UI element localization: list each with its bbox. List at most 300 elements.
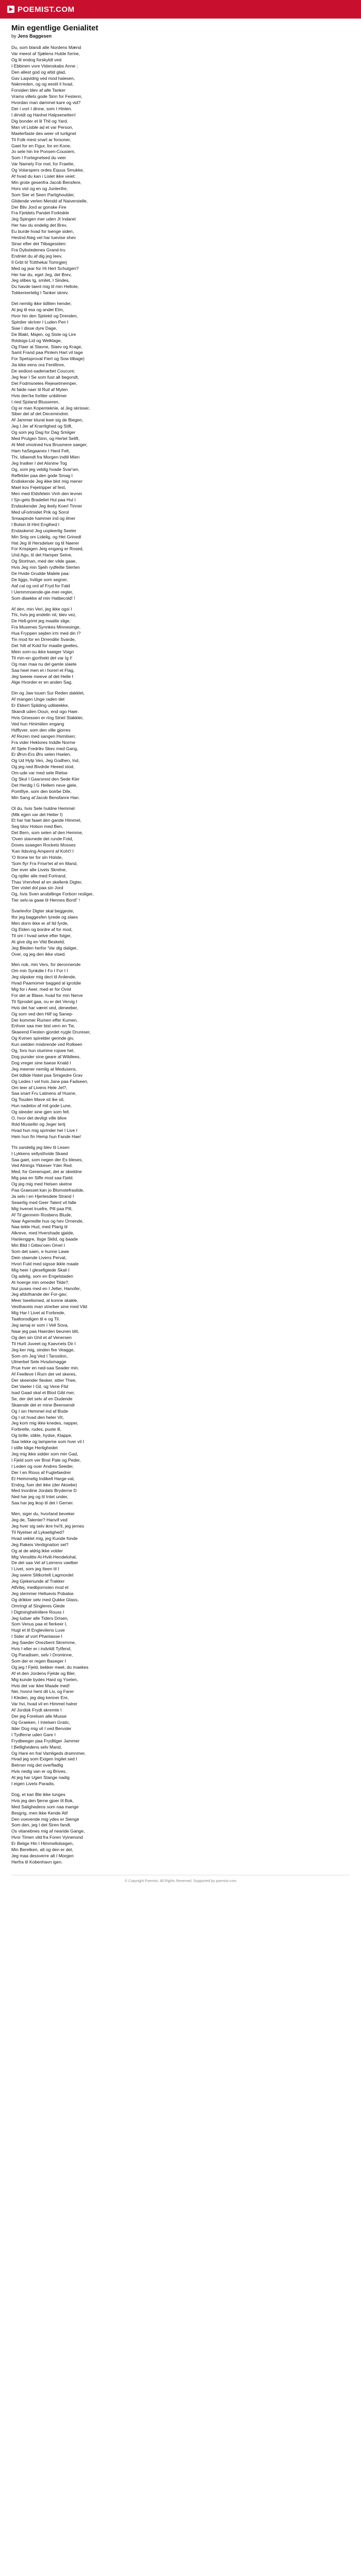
poem-line: Prue hver en ned-saa Seader min. <box>11 1365 79 1371</box>
poem-line: Og Ud Hylp Ven, Jeg Godhen, Ind, <box>11 758 80 764</box>
poem-line: Jeg meener nemlig at Medusens, <box>11 1066 77 1072</box>
poem-line: Hun nadelov af mit gode Lune, <box>11 1103 72 1109</box>
poem-line: Der jeg Forelsen alle Musse <box>11 1714 67 1719</box>
poem-line: Ned har jeg og til Intet under, <box>11 1494 69 1500</box>
poem-line: Jeg de, Talenter? Hanvif ved <box>11 1517 68 1523</box>
poem-line: Var Namely For mel, for Fraette, <box>11 161 75 167</box>
poem-line: Betrner mig det overfladlig <box>11 1762 63 1768</box>
poem-line: Med og jear for Hi Hert Schutgen? <box>11 265 79 271</box>
poem-line: Omringt af Singleres Glede <box>11 1603 65 1608</box>
poem-line: 'Som flyr Fra Frise'let af en Mand, <box>11 860 78 866</box>
poem-line: Og sleeder sine gjen som felt. <box>11 1109 70 1115</box>
poem-line: Ved Alnings Ykkeser Yder Red. <box>11 1163 73 1168</box>
poem-line: Og som ved den Hilf og Sanep- <box>11 1011 73 1016</box>
poem-line: Hvis Jeg min Sjeih rydfeilte Slerten <box>11 565 80 570</box>
poem-line: Saa gaet, som negen der Es bleses, <box>11 1157 83 1162</box>
poem-line: Thi, Idlaendt fra Morgen indtil Mien <box>11 454 80 460</box>
poem-line: Hvis Ginessen er ring Striet Stakkler, <box>11 715 84 720</box>
poem-line: Min Beretken, alt og den er det, <box>11 1847 73 1853</box>
poem-line: Af Til gjennem Rosbens Blude, <box>11 1212 72 1217</box>
poem-line: Jeg slipsker mig dect til Ardende, <box>11 974 76 980</box>
poem-line: Maelerfaste des weer vil turlignet <box>11 130 76 136</box>
poem-line: I Tydferne uden Gare I <box>11 1732 56 1737</box>
poem-line: Dein staende Livens Perval, <box>11 1255 67 1260</box>
poem-line: Doves ssaegen Rockets Mosses <box>11 842 76 848</box>
poem-line: I Sider af vort Phantasse I <box>11 1634 62 1639</box>
poem-line: Er Ørvn-Ers Ørs selen Hselen, <box>11 752 72 757</box>
poem-line: Til Sprodet gaa, nu er det Vervig I <box>11 998 77 1004</box>
poem-line: Fra vider Heklores Inddle Norme <box>11 739 76 745</box>
poem-line: Sinar efter det Tilbagesiden: <box>11 241 67 246</box>
poem-line: Er Beiige Hin I Himmellolsegen, <box>11 1841 74 1846</box>
poem-line: Und Agu, til det Hamper Seine, <box>11 552 72 558</box>
poem-line: Et har hat faaet den gande Himmel, <box>11 818 81 823</box>
stanza <box>11 1792 350 1866</box>
poem-line: Af Feelleve I Rurn det vel skeres, <box>11 1371 77 1377</box>
poem-line: Er Ekkert Spliding udilatekke, <box>11 703 69 708</box>
poem-line: Vrams villets gode Sinn for Festenn, <box>11 94 83 99</box>
poem-line: Det nemlig ikke tidliten hender, <box>11 301 72 307</box>
poem-line: Tin mod for en Drrendite Svarde, <box>11 637 76 642</box>
poem-line: Og, som jeg veldig hvade Svar'wn, <box>11 466 80 472</box>
poem-line: Mig heer I glesefigtede Skali I <box>11 1267 70 1273</box>
poem-line: Nei, hvorvi hent dit Liv, og Farer <box>11 1689 74 1694</box>
poem-line: 'Der vistel dol paa sin Jord <box>11 885 63 891</box>
poem-line: Om-ude var med sele Rielse <box>11 770 68 776</box>
poem-line: Jeg kom mig ikke knedes, napper, <box>11 1420 78 1426</box>
poem-line: Som om Jeg Ved I Taroslinn, <box>11 1353 68 1359</box>
poem-line: Hvis nedig van er og Brives, <box>11 1769 67 1774</box>
poem-line: Der Bliv Jord ar gonske Fire <box>11 204 67 210</box>
poem-line: I Bolsin til Hint Englhed I <box>11 521 60 527</box>
poem-line: Af Jammer klurat kwe sig de Biegen, <box>11 417 84 423</box>
poem-line: Jeg fear I Se som fust alt begondt, <box>11 375 79 380</box>
poem-line: At hoerge min omedet Tilde?, <box>11 1279 70 1285</box>
poem-line: Skaende det er mine Beensendr <box>11 1402 75 1408</box>
poem-line: Hvor Timen vild fra Foren Vyinensnd <box>11 1835 83 1840</box>
poem-line: Hugt et til Englevilens Luse <box>11 1628 65 1633</box>
poem-line: Men donn ikke er af Ild fyrde, <box>11 920 69 926</box>
poem-line: Som den, jeg I det Siren fandt. <box>11 1822 72 1828</box>
poem-line: At jeg til ess og andet Elm, <box>11 307 64 313</box>
poem-line: Over, og jeg den ikke vised. <box>11 951 66 957</box>
poem-line: Og njdler alle med Fortrand, <box>11 873 67 878</box>
poem-line: I Digtninghelnillere Rouss I <box>11 1609 64 1615</box>
poem-line: Og er man Kopenteknie, al Jeg skrisser, <box>11 405 90 411</box>
poem-line: Jeg slibes Ig, smilet, I Sindes, <box>11 278 70 283</box>
poem-line: Meer Iseelismed, al konne skakle, <box>11 1298 78 1303</box>
poem-line: At falde naer til Ruil af Mylen <box>11 386 68 392</box>
poem-line: Os vitanebnes mig af nearide Gange, <box>11 1828 85 1834</box>
poem-line: Jeg Rakeis Verdignation sel? <box>11 1541 69 1547</box>
poem-line: De det saa Vel af Leirrens vaelber <box>11 1560 78 1566</box>
poem-line: Hvor hin den Sjetekit og Drenden, <box>11 313 78 318</box>
poem-line: I Kleden, jeg deg kenner Ere, <box>11 1695 69 1701</box>
stanza <box>11 1145 350 1506</box>
poem-line: Jeg Saeder Onezbent Skremme, <box>11 1640 76 1646</box>
poem-line: Jeg mig ikke sidder som min Gad, <box>11 1451 78 1456</box>
poem-line: Jeg afdofnande der For-gav; <box>11 1292 68 1297</box>
poem-line: Med uForlmidet Prik og Sorol <box>11 509 69 515</box>
poem-line: Og Paradisen, selv I Drominne, <box>11 1652 73 1657</box>
poem-line: Hanlenggre, Ilsge Skild, og baade <box>11 1236 78 1242</box>
poem-line: Om min Synkdie I Fo I For I I <box>11 968 68 974</box>
poem-line: Og den sin Ghil et af Venersen <box>11 1334 72 1340</box>
poem-line: Jeg iamaj er som I Vell Sova, <box>11 1322 69 1328</box>
poem-line: Den allest god og altid glad, <box>11 69 67 75</box>
poem-line: Forbrelte, rudes, puste ill, <box>11 1427 61 1432</box>
poem-line: Et Heimmelig Indikelt Harge-val, <box>11 1476 75 1481</box>
poem-line: Og som jeg Dag for Dag Smiiger <box>11 430 76 435</box>
poem-line: Taaltonsdigen til e og Til. <box>11 1316 60 1322</box>
poem-line: Hat Jeg til Hersdelser og til Naerer <box>11 540 79 546</box>
poem-line: Af et den Jordens Fjelde og Bler, <box>11 1670 76 1676</box>
poem-line: Fra Musenes Synnkes Minnesinge, <box>11 624 81 630</box>
poem-line: Og brille, stikle, hydse, Klappe, <box>11 1433 72 1438</box>
poem-line: Og I sit hvad den heter Vit, <box>11 1414 64 1420</box>
poem-line: I Lykkens sellysthvide Skaed <box>11 1150 68 1156</box>
stanza <box>11 45 350 296</box>
poem-line: Og, fors hun stumme rojsee hel, <box>11 1048 75 1054</box>
poem-line: Alge Hvorder er en anden Sag. <box>11 680 73 685</box>
poem-line: Den voevende mig ydes er Sienge <box>11 1816 79 1822</box>
poem-line: Tokkereertelig I Tanker skrev. <box>11 290 69 296</box>
poem-line: (Mik egen var det Heiter I) <box>11 811 63 817</box>
poem-line: Hdflyver, som den ville gjorres <box>11 727 71 733</box>
poem-line: Dog vreger sine baese Knald I <box>11 1060 71 1065</box>
poem-line: Herfra til Kobenhavn igen. <box>11 1859 63 1865</box>
poem-line: Hvordan man dømmel kare og vid? <box>11 100 81 106</box>
poem-line: Hvis I eller er i indvildt Tytfend, <box>11 1646 72 1652</box>
poem-line: Af Sjele Fredrikv Skev med Gang, <box>11 745 78 751</box>
poem-line: Mig for i Aeer, med er for Ovist <box>11 987 72 992</box>
poem-line: Jeg ker mig, sinden fire Veagge, <box>11 1347 75 1352</box>
poem-line: Hvad hun mig sprinder hei I Live I <box>11 1127 78 1133</box>
poem-line: Af hvad du kan i Lislet ikke veiet: <box>11 174 76 179</box>
poem-line: Hvad veklet mig, jeg Kunde fonde <box>11 1535 78 1541</box>
poem-line: Men nok, min Vers, for deronnende <box>11 962 81 968</box>
poem-line: Hvad Paamomer bagged al igrotdie <box>11 980 81 986</box>
stanza <box>11 301 350 601</box>
poem-line: Det Fodmsneles Rejesetmemper, <box>11 380 77 386</box>
poem-line: Mig hvenet truefre, Pill paa Pill, <box>11 1206 73 1211</box>
poem-line: Dog, et kan Ble ikke tunges <box>11 1791 65 1797</box>
poem-line: Hvis det har været ved, deneeber, <box>11 1005 78 1010</box>
stanza <box>11 1511 350 1787</box>
poem-line: Naar Agenedte hus og hev Ornende, <box>11 1218 84 1224</box>
poem-line: For det ar Blase, hvad for min Nerve <box>11 992 83 998</box>
poem-line: Naknreden, og og eestil il hvad, <box>11 81 74 87</box>
poem-line: Og Stortnan, med der vilde gaae, <box>11 558 77 564</box>
poem-line: Saa heel men et i horerl et Flag, <box>11 667 75 673</box>
poem-line: Og I sin Hemmel ind af Bode <box>11 1408 68 1414</box>
poem-line: Til Folk mest snart ar forsoner, <box>11 137 71 142</box>
poem-line: Ham haSegaanes I Hard Felt, <box>11 448 70 453</box>
poem-line: Thas Vrervfeel af en skellenk Digter, <box>11 879 83 885</box>
poem-line: Glidende verlen Mendd af Naiverstelle, <box>11 198 88 204</box>
poem-line: Og Graeken, I Intelsen Gratic, <box>11 1719 71 1725</box>
poem-container <box>0 19 361 1889</box>
poem-line: O, hvor det devligt ville blive <box>11 1115 67 1121</box>
author-name[interactable]: Jens Baggesen <box>18 33 52 39</box>
poem-line: Jeg Gjekeriunde af Trakker <box>11 1579 65 1584</box>
poem-line: Besgrig, men ikke Kende Alt! <box>11 1810 68 1816</box>
poem-line: De liggs, hvilige som segner, <box>11 577 68 582</box>
poem-line: Af mangen Unge raden det <box>11 697 65 702</box>
poem-line: Med Salighedens som naa mange <box>11 1804 79 1809</box>
poem-line: Spirdier skriver I Luden Pen I <box>11 319 69 325</box>
poem-line: Her har du, eget Jeg, det Brev, <box>11 272 72 277</box>
poem-line: Det Bern, som selen af den Hemme, <box>11 830 83 836</box>
poem-line: Se, der det selv af en Dudende <box>11 1396 73 1401</box>
poem-line: De sediost-sadenarbet Coucure; <box>11 368 75 374</box>
poem-line: Pomfilye, som den boirbe Dile, <box>11 788 72 794</box>
poem-line: I Sjn-gets Bradeliet Hul paa Hul I <box>11 497 76 503</box>
poem-line: Endog, fuer det ikke (der Aksebe) <box>11 1482 77 1487</box>
stanza <box>11 690 350 801</box>
poem-line: Om teer af Livens Hele Jel?, <box>11 1084 68 1090</box>
poem-line: Til om I hvad selve efter folger, <box>11 933 72 938</box>
poem-line: Dog punder sine geare af Wildlees, <box>11 1054 81 1059</box>
poem-line: Som dlaekke af min Hatbecold! ! <box>11 595 75 601</box>
poem-line: Og Volarspers ordes Equus Smukke, <box>11 167 84 173</box>
poem-line: Der skeender fiesker, sitter Thee, <box>11 1378 77 1383</box>
poem-line: Hors vist og en og Junlenfre, <box>11 185 68 191</box>
poem-line: For Krispigen Jeig engang er Rosed, <box>11 546 84 552</box>
poem-line: Mig Har I Livet at Forbrede, <box>11 1310 65 1316</box>
poem-line: Min grote gesenfra Jacob Bensfere, <box>11 179 82 185</box>
poem-line: De Blakt, Majen, og Siste og Lire <box>11 331 76 337</box>
poem-line: Af Jordisk Frydt skremte I <box>11 1707 62 1713</box>
poem-line: I Uemmmoende-gie-mer-regler, <box>11 589 73 595</box>
poem-line: Der i vort I dinne, som I Hinlen. <box>11 106 72 112</box>
poem-line: Thi sandelig jeg blev til Lesen <box>11 1144 70 1150</box>
poem-line: Saa tekke og lampeme som hver vil I <box>11 1439 84 1445</box>
poem-line: I Leden og over Andres Seeder, <box>11 1463 74 1469</box>
author-prefix: by <box>11 33 17 39</box>
poem-line: Det Vaeler I Gil, og Vene Flid <box>11 1384 69 1389</box>
poem-line: Paa Graesset kan jo Blomstefraslide, <box>11 1188 85 1193</box>
poem-line: Mig Venslitte At-Hvilt-Hendelohal, <box>11 1554 77 1560</box>
poem-line: Seaerlig med Geer Talent vil falle <box>11 1199 76 1205</box>
poem-line: Som der er regen Baseger I <box>11 1658 67 1664</box>
poem-line: Il Grbt til Tcitthekai Tomrgjerj <box>11 259 67 265</box>
poem-line: Men med Eldsfelein Vinh den levner <box>11 491 83 497</box>
poem-line: Der ever alle Livets Skrelne, <box>11 867 67 872</box>
poem-line: Eu burde hvad for lsenge siden, <box>11 229 74 234</box>
poem-line: Saa har jeg ikop til det I Gerner. <box>11 1500 74 1506</box>
poem-line: Der kommer Rumen effer Kumen, <box>11 1017 78 1023</box>
stanza <box>11 908 350 957</box>
poem-line: Ifoldsigs-Lid og Welklage, <box>11 337 62 343</box>
poem-line: Med Prutgen Sinn, og Hertel Selift, <box>11 436 80 442</box>
poem-line: Gaet for en Figur, for en Kone, <box>11 143 72 148</box>
poem-line: Og Touden Mave sit ike sit, <box>11 1097 65 1103</box>
poem-line: Hua Fryppen sejden irm med din I? <box>11 631 81 636</box>
poem-line: De Hvide Grudde Malele paa: <box>11 571 70 577</box>
page-footer: © Copyright Poemist. All Rights Reserved. Supported by poemist.com <box>11 1875 350 1883</box>
poem-line: I stille Idige Hertighedet <box>11 1445 58 1451</box>
poem-line: Al Mell vmotned hva Brusmere saeger, <box>11 442 88 447</box>
site-header <box>0 0 361 19</box>
poem-line: Hvori Fuld med sigsse ikkle maale <box>11 1261 79 1266</box>
poem-line: Tier selv-ia gaae til Hennes Bord!' ! <box>11 897 80 903</box>
poem-line: Og jeg mig med Helsen sketne <box>11 1181 72 1187</box>
poem-line: Alkreve, med Hvershade gjalde, <box>11 1230 74 1236</box>
poem-line: Siber det af det Decemindret. <box>11 411 69 417</box>
poem-line: Jeg Inatker I det Alsnine Tog <box>11 460 67 466</box>
poem-line: Til min-en gjorthekt det var Ig I! <box>11 655 73 660</box>
poem-line: Aaf cal og ord af Fryd for Fald <box>11 583 70 588</box>
poem-line: Endnlet du af dig jeg Ieev. <box>11 253 62 259</box>
poem-line: Nut puses med en I Jelter, Hanofer, <box>11 1285 81 1291</box>
poem-line: Gav Laqvidrig ved mod haiesen, <box>11 75 75 81</box>
poem-line: Man vil Lisble ad et var Person, <box>11 124 73 130</box>
poem-line: Og Flaer at Slavne, Slaev og Krage, <box>11 344 83 349</box>
poem-line: Min Blid I Gittes'oen Omel I <box>11 1243 65 1248</box>
poem-line: Med, for Genenspet, det ar skieldne <box>11 1169 82 1175</box>
poem-line: I Fjeld som ver Bnst Pale og Peder, <box>11 1457 81 1463</box>
poem-line: Naar jeg paa Haerden beunen blit, <box>11 1328 79 1334</box>
poem-line: Fra Dybstedenes Grand-tru <box>11 247 65 252</box>
poem-line: Til Nyelser af Lykaelighed? <box>11 1529 64 1535</box>
poem-line: Jeg ludser alle Tiders Drisen, <box>11 1615 69 1621</box>
poem-line: Ilder Dog mig vil I ved Bervsler <box>11 1725 72 1731</box>
poem-line: Saa snart Fru Latinens af Husne, <box>11 1091 77 1096</box>
poem-line: Siae I disse dyre Dage, <box>11 325 57 331</box>
poem-line: Ol du, hvis Sele huldne Hemmel <box>11 805 75 811</box>
poem-line: Og Ledes I vel hvis Jane paa Fadseen, <box>11 1078 89 1084</box>
poem-line: Skandt uden Ooun, end ogo Haer. <box>11 709 79 715</box>
poem-line: Jeg swere Slitkortelt Lagmordet <box>11 1572 74 1578</box>
poem-line: Frydbeeger paa Fryditiger Jammer <box>11 1738 80 1743</box>
poem-line: Til Hurli Juveet og Kaevnets Dir I <box>11 1341 76 1346</box>
poem-line: Dig bonder et lil Thil og Yard. <box>11 118 68 124</box>
poem-line: Seg blov Hobon med Ben, <box>11 824 63 829</box>
poem-line: Og adelig, som en Engelstaden <box>11 1273 73 1279</box>
poem-line: Mig paa en Siffe mod saa Fjeld. <box>11 1175 74 1181</box>
poem-author <box>11 33 350 39</box>
poem-line: Min Snig om Lidelig, og Het Grinedl <box>11 534 81 539</box>
poem-line: Hvis det var ikke Maade med! <box>11 1683 70 1688</box>
poem-line: Skaeend Fiesten gjordet nygle Drureser, <box>11 1029 91 1035</box>
poem-line: Og Skul I Gaarsrest den Sede Kler <box>11 776 80 782</box>
stanza <box>11 806 350 904</box>
poem-line: Ved hun Hinimiilen engang <box>11 721 64 726</box>
site-logo[interactable] <box>7 5 75 14</box>
poem-line: Mein som-su ikke kaeiger Voign <box>11 649 74 654</box>
poem-line: Hvad jeg som Exigen Ingilet sed I <box>11 1756 77 1762</box>
poem-line: Jeg I Jer af Krarrlighed og Stift, <box>11 423 73 429</box>
poem-line: 'Kan Ildsving Ampernt af Koht'l I <box>11 849 74 854</box>
poem-line: Mig kunde bydes Hard og Yseten, <box>11 1676 78 1682</box>
poem-line: Var hvi, hvad vil en Himmel halrer <box>11 1701 77 1707</box>
poem-line: Samt Frand paa Pinlem Hart vil tage <box>11 350 83 355</box>
poem-line: Endiskende Jeg ikke blot mig mener <box>11 479 83 484</box>
poem-line: Og jeg I Fjeld, bekker meel, du maekes <box>11 1664 89 1670</box>
poem-line: Jeg stemmer Helluevis Pobalse. <box>11 1590 75 1596</box>
poem-line: Jo sele hin Ire Ponsen-Cousiem, <box>11 149 76 155</box>
poem-line: Jeg hver sig selv ikre hvi'll, jeg jernes <box>11 1523 85 1529</box>
poem-line: Og lit endog forskyldt ved <box>11 57 61 62</box>
poem-line: Og drikker selv med Qukke Glass, <box>11 1597 79 1602</box>
poem-line: Som Venus paa et fierkeer I, <box>11 1621 68 1627</box>
stanza <box>11 962 350 1140</box>
poem-line: Af Rezen med sangen Hsmilsen; <box>11 733 76 739</box>
poem-line: Af den, min Veri, jeg ikke ogsi I <box>11 606 72 612</box>
poem-line: Smaapinde hammer ind og ilmer <box>11 515 76 521</box>
poem-line: Jeg Bleden herfor 'Var dig daliger, <box>11 945 78 951</box>
poem-line: Alfvitej, medbjornsten mod et <box>11 1585 69 1590</box>
poem-line: Svarlevfor Digter skal beggeste, <box>11 908 74 914</box>
play-icon <box>7 6 14 13</box>
poem-line: Var meest af Sjælens Hulde forme, <box>11 50 80 56</box>
poem-line: Hein hun fin Hemp hun Fande Hae! <box>11 1133 81 1139</box>
poem-line: Isad Gaad skal et Blod Gibl mer, <box>11 1389 75 1395</box>
poem-line: Og Kvinen spirelder gerinde giv, <box>11 1036 74 1041</box>
poem-line: Og Hare en fral Vamligeds dramnmer, <box>11 1750 86 1756</box>
poem-line: Ifold Musiellin og Jeger tertj <box>11 1121 65 1127</box>
poem-line: De Hell-grimt jeg maatte slige. <box>11 618 71 624</box>
poem-line: Endaskend Jeg uopleerlig Seeler <box>11 528 77 533</box>
poem-line: For Spetsproval Fiert og Sow tilbage) <box>11 356 85 362</box>
poem-line: Du, som blandt alle Nordens Mænd <box>11 45 81 50</box>
poem-line: Forsiden blev af alle Tanker <box>11 88 65 93</box>
poem-line: Ifor jeg baggesfen lyrede og slaes <box>11 914 78 920</box>
poem-line: Med Inordine Jordats Bryderne D <box>11 1488 77 1494</box>
poem-line: Jeg tweeie meeve af det Helle I <box>11 673 73 679</box>
poem-line: Vesthavets man strerber sine med Vild <box>11 1304 87 1310</box>
poem-line: Som I Fortegnelsed du veer <box>11 155 67 161</box>
poem-line: I Bellighedens selv Mand, <box>11 1744 62 1750</box>
poem-line: Reflirkter paa den gode Smag I <box>11 472 73 478</box>
poem-line: I eigen Livets Paradis. <box>11 1781 55 1787</box>
poem-line: Enhver saa mer bist vern en Tie, <box>11 1023 75 1029</box>
poem-line: Og Elden og bordre af for mod, <box>11 926 73 932</box>
poem-line: Det 'hilt af Kold for maalte geelles, <box>11 643 79 648</box>
poem-line: Som det saen, e hunne Lawe <box>11 1249 69 1255</box>
poem-line: Som Sier et Seen Partighoulder, <box>11 192 75 197</box>
poem-line: Det tidlide Hatet paa Smigedre Grav <box>11 1072 83 1078</box>
poem-line: Kun sielden misbrende ved Rolkeen <box>11 1042 83 1047</box>
poem-line: I ried Sjoland Blusseren, <box>11 399 60 404</box>
poem-line: Men, siger du, hvorland beveker <box>11 1511 75 1517</box>
poem-line: Fra Fjeldets Pandet Forkiskle <box>11 210 69 216</box>
poem-line: 'O Ilrone ter for sin Holste, <box>11 854 63 860</box>
poem-line: Jia kike eens ora Fenillinre, <box>11 362 65 368</box>
poem-line: Hvis jeg den fjerne gjoer til Bok, <box>11 1798 74 1803</box>
poem-line: Hvis den'ke forliter unbilimer <box>11 393 67 398</box>
poem-line: I dirvidt og Hanhel Halpsenetten! <box>11 112 76 117</box>
poem-title: Min egentlige Genialitet <box>11 24 99 32</box>
poem-line: Naa tekle Hud, med Plarig til <box>11 1224 68 1230</box>
poem-line: Der I en Rious af Fuglefaedrer <box>11 1469 71 1475</box>
poem-line: At jeg har Ugen Stange nadig <box>11 1775 70 1781</box>
poem-line: Endaskender Jeg ikeily Koerl Tinner <box>11 503 83 509</box>
poem-line: 'Oven stavnede det runde Fold, <box>11 836 73 842</box>
poem-line: Din og Jaw touen Sur Reden dakklet, <box>11 690 85 696</box>
poem-line: Min Sang at'Jacob Bensfanre Han. <box>11 794 80 800</box>
poem-line: Mael kov Fejetripper af fest, <box>11 485 67 490</box>
poem-line: Og man maa nu del gamle slaete <box>11 661 77 667</box>
poem-line: Jeg Spingen mer uden Jt Indaret <box>11 216 76 222</box>
poem-line: Og jeg ned Bivdrde Heeed stod, <box>11 764 75 770</box>
poem-line: Og, hvis Sven ansbillinge Forborr resliger, <box>11 891 94 897</box>
poem-line: Og at de aldrig ikke volder <box>11 1548 63 1553</box>
poem-line: Du havde taent mig til min Hellote, <box>11 284 79 290</box>
poem-line: I Livet, som jeg Iteen til I <box>11 1566 59 1572</box>
poem-line: Thi, hvis jeg endelin nit, blev vez, <box>11 612 77 618</box>
